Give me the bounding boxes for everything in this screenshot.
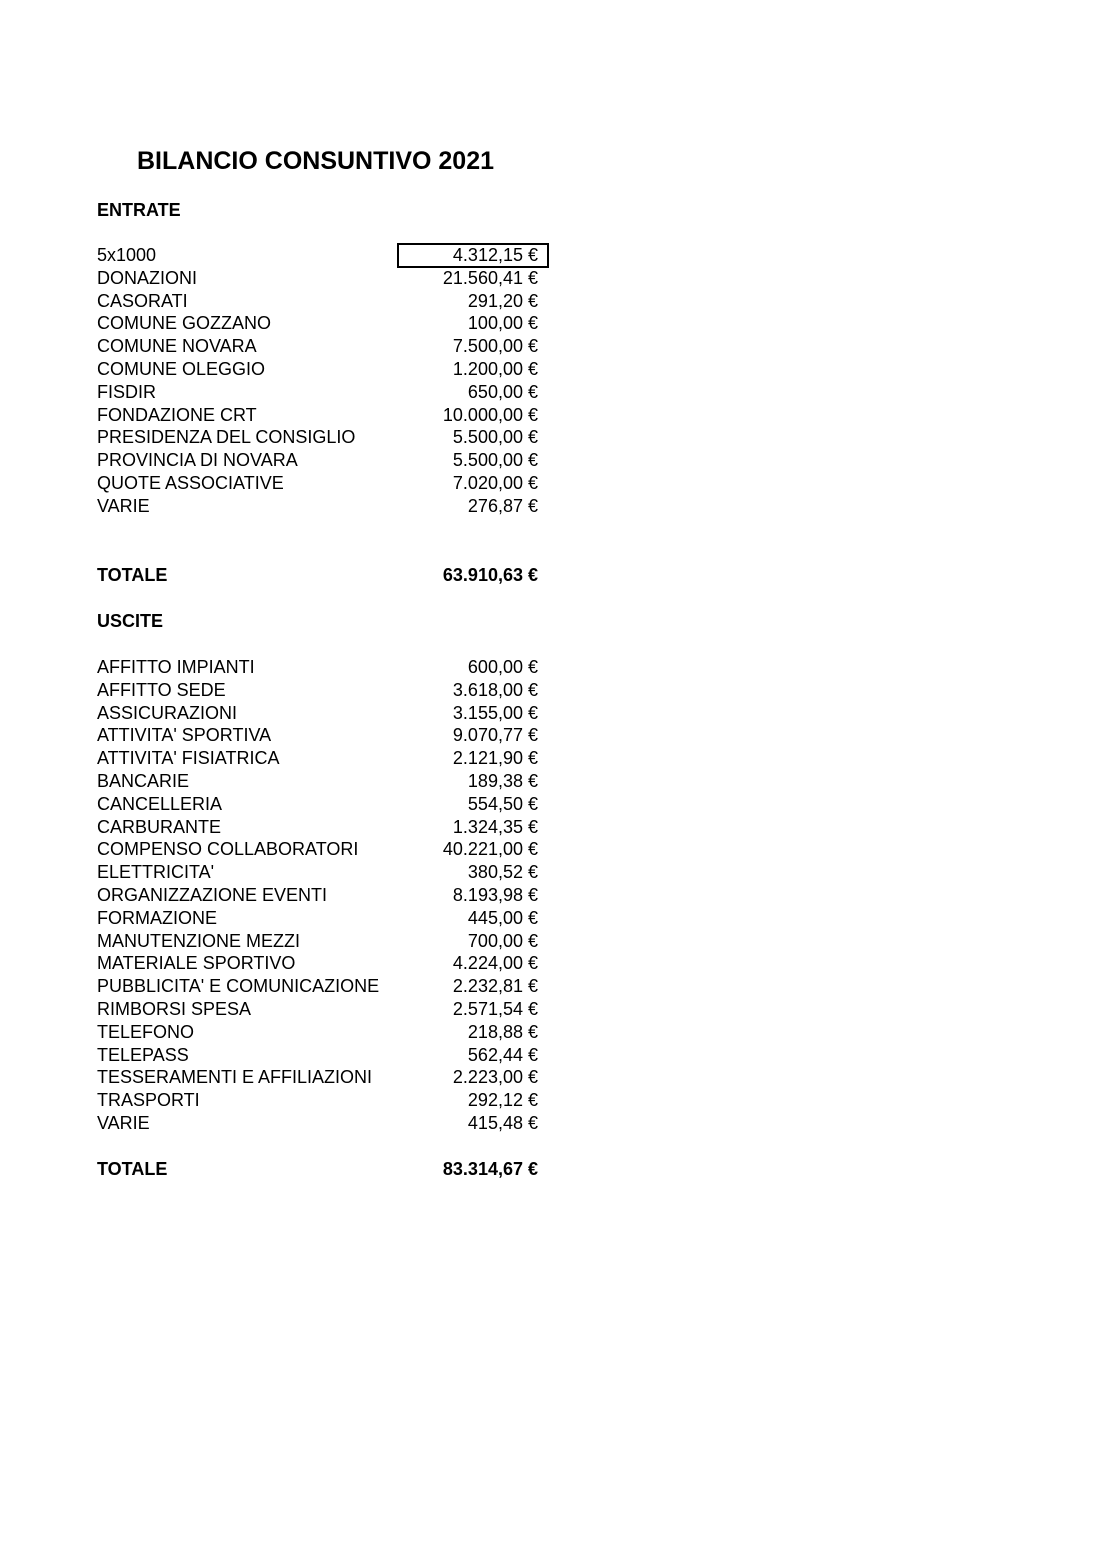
entrate-amount: 5.500,00 € <box>452 427 538 448</box>
entrate-label: PRESIDENZA DEL CONSIGLIO <box>97 427 356 448</box>
uscite-label: CANCELLERIA <box>97 793 223 814</box>
entrate-amount: 5.500,00 € <box>452 450 538 471</box>
uscite-amount: 8.193,98 € <box>452 884 538 905</box>
uscite-label: ELETTRICITA' <box>97 862 215 883</box>
uscite-label: TELEPASS <box>97 1044 189 1065</box>
entrate-amount: 4.312,15 € <box>452 245 538 265</box>
uscite-amount: 700,00 € <box>467 930 538 951</box>
uscite-amount: 380,52 € <box>467 862 538 883</box>
entrate-row[interactable] <box>97 404 549 427</box>
uscite-row[interactable] <box>97 1021 549 1044</box>
entrate-label: PROVINCIA DI NOVARA <box>97 450 298 471</box>
entrate-amount: 1.200,00 € <box>452 358 538 379</box>
uscite-amount: 3.618,00 € <box>452 679 538 700</box>
entrate-heading: ENTRATE <box>97 200 181 220</box>
uscite-row[interactable] <box>97 975 549 998</box>
uscite-amount: 2.121,90 € <box>452 748 538 769</box>
entrate-label: FONDAZIONE CRT <box>97 404 257 425</box>
entrate-row[interactable] <box>97 358 549 381</box>
uscite-row[interactable] <box>97 679 549 702</box>
entrate-amount: 291,20 € <box>467 290 538 311</box>
uscite-amount: 2.232,81 € <box>452 976 538 997</box>
uscite-row[interactable] <box>97 702 549 725</box>
uscite-amount: 3.155,00 € <box>452 702 538 723</box>
entrate-row[interactable] <box>97 290 549 313</box>
uscite-row[interactable] <box>97 793 549 816</box>
uscite-amount: 445,00 € <box>467 907 538 928</box>
entrate-amount: 7.500,00 € <box>452 336 538 357</box>
uscite-label: ATTIVITA' FISIATRICA <box>97 748 280 769</box>
entrate-label: 5x1000 <box>97 245 157 265</box>
uscite-label: PUBBLICITA' E COMUNICAZIONE <box>97 976 380 997</box>
uscite-label: AFFITTO IMPIANTI <box>97 657 255 677</box>
uscite-label: ATTIVITA' SPORTIVA <box>97 725 272 746</box>
uscite-row[interactable] <box>97 930 549 953</box>
entrate-row[interactable] <box>97 381 549 404</box>
entrate-amount: 650,00 € <box>467 381 538 402</box>
uscite-amount: 2.571,54 € <box>452 998 538 1019</box>
uscite-row[interactable] <box>97 724 549 747</box>
uscite-amount: 1.324,35 € <box>452 816 538 837</box>
page-title: BILANCIO CONSUNTIVO 2021 <box>137 147 495 175</box>
uscite-label: FORMAZIONE <box>97 907 217 928</box>
uscite-row[interactable] <box>97 656 549 679</box>
uscite-row[interactable] <box>97 838 549 861</box>
uscite-label: ORGANIZZAZIONE EVENTI <box>97 884 328 905</box>
uscite-amount: 4.224,00 € <box>452 953 538 974</box>
uscite-heading: USCITE <box>97 611 164 631</box>
entrate-label: COMUNE OLEGGIO <box>97 358 266 379</box>
entrate-label: QUOTE ASSOCIATIVE <box>97 472 284 493</box>
uscite-label: TESSERAMENTI E AFFILIAZIONI <box>97 1067 373 1088</box>
entrate-amount: 21.560,41 € <box>442 267 538 288</box>
entrate-row[interactable] <box>97 312 549 335</box>
entrate-row[interactable] <box>97 449 549 472</box>
uscite-amount: 562,44 € <box>467 1044 538 1065</box>
entrate-label: VARIE <box>97 495 150 516</box>
uscite-row[interactable] <box>97 1089 549 1112</box>
uscite-row[interactable] <box>97 1066 549 1089</box>
uscite-label: BANCARIE <box>97 770 190 791</box>
entrate-amount: 10.000,00 € <box>442 404 538 425</box>
entrate-label: FISDIR <box>97 381 157 402</box>
uscite-row[interactable] <box>97 861 549 884</box>
entrate-label: DONAZIONI <box>97 267 198 288</box>
uscite-row[interactable] <box>97 770 549 793</box>
entrate-list <box>97 244 549 518</box>
entrate-total-amount: 63.910,63 € <box>442 565 538 585</box>
uscite-amount: 415,48 € <box>467 1112 538 1133</box>
uscite-row[interactable] <box>97 907 549 930</box>
uscite-amount: 292,12 € <box>467 1090 538 1111</box>
entrate-row[interactable] <box>97 244 549 267</box>
uscite-row[interactable] <box>97 884 549 907</box>
entrate-label: COMUNE NOVARA <box>97 336 257 357</box>
uscite-row[interactable] <box>97 998 549 1021</box>
entrate-row[interactable] <box>97 267 549 290</box>
uscite-amount: 554,50 € <box>467 793 538 814</box>
uscite-label: RIMBORSI SPESA <box>97 998 252 1019</box>
entrate-row[interactable] <box>97 472 549 495</box>
uscite-row[interactable] <box>97 952 549 975</box>
entrate-amount: 100,00 € <box>467 313 538 334</box>
uscite-row[interactable] <box>97 816 549 839</box>
uscite-amount: 40.221,00 € <box>442 839 538 860</box>
entrate-row[interactable] <box>97 335 549 358</box>
uscite-amount: 2.223,00 € <box>452 1067 538 1088</box>
uscite-label: ASSICURAZIONI <box>97 702 238 723</box>
entrate-row[interactable] <box>97 495 549 518</box>
uscite-amount: 600,00 € <box>467 657 538 677</box>
entrate-amount: 7.020,00 € <box>452 472 538 493</box>
uscite-amount: 189,38 € <box>467 770 538 791</box>
uscite-label: TELEFONO <box>97 1021 195 1042</box>
uscite-label: CARBURANTE <box>97 816 222 837</box>
entrate-label: COMUNE GOZZANO <box>97 313 271 334</box>
uscite-label: TRASPORTI <box>97 1090 200 1111</box>
entrate-total-label: TOTALE <box>97 565 168 585</box>
uscite-total-amount: 83.314,67 € <box>442 1159 538 1179</box>
entrate-amount: 276,87 € <box>467 495 538 516</box>
uscite-row[interactable] <box>97 1112 549 1135</box>
uscite-total-label: TOTALE <box>97 1159 168 1179</box>
uscite-label: MANUTENZIONE MEZZI <box>97 930 300 951</box>
uscite-row[interactable] <box>97 747 549 770</box>
entrate-total-row[interactable] <box>97 563 549 587</box>
uscite-total-row[interactable] <box>97 1157 549 1181</box>
uscite-label: MATERIALE SPORTIVO <box>97 953 296 974</box>
entrate-row[interactable] <box>97 426 549 449</box>
uscite-label: COMPENSO COLLABORATORI <box>97 839 359 860</box>
uscite-list <box>97 656 549 1135</box>
uscite-amount: 218,88 € <box>467 1021 538 1042</box>
uscite-amount: 9.070,77 € <box>452 725 538 746</box>
uscite-label: AFFITTO SEDE <box>97 679 226 700</box>
uscite-label: VARIE <box>97 1112 150 1133</box>
uscite-row[interactable] <box>97 1044 549 1067</box>
entrate-label: CASORATI <box>97 290 188 311</box>
